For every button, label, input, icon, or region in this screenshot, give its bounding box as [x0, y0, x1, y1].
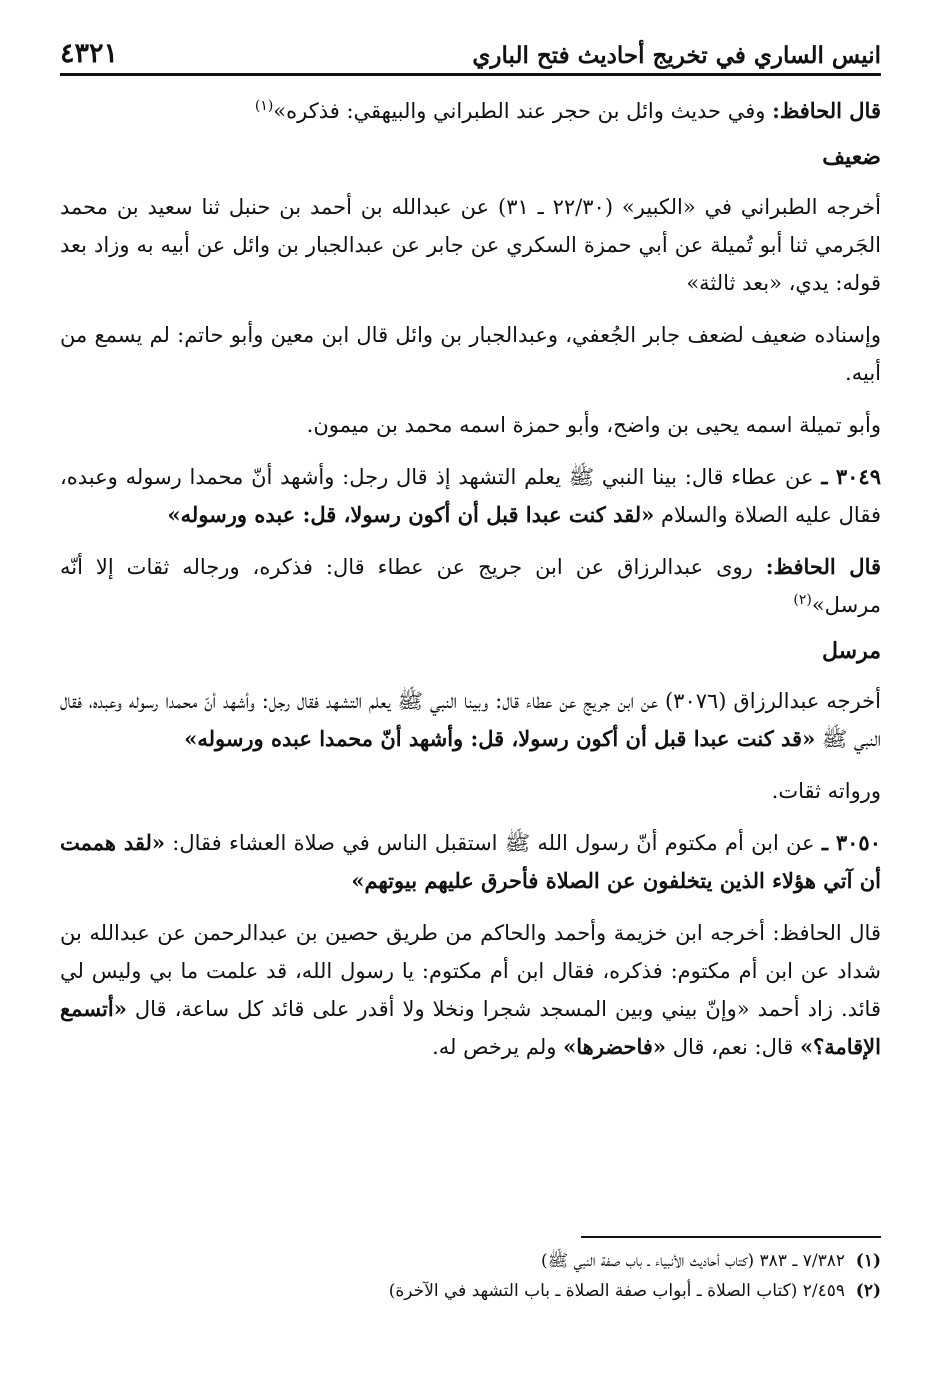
hadith-quote: «قد كنت عبدا قبل أن أكون رسولا، قل: وأشهد أنّ محمدا عبده ورسوله»	[184, 726, 816, 751]
footnote	[60, 1276, 881, 1306]
hadith-quote: «لقد هممت أن آتي هؤلاء الذين يتخلفون عن الصلاة فأحرق عليهم بيوتهم»	[60, 830, 881, 893]
footnote-text: ٢/٤٥٩ (كتاب الصلاة ـ أبواب صفة الصلاة ـ باب التشهد في الآخرة)	[388, 1281, 845, 1301]
paragraph	[60, 406, 881, 444]
footnote-text: ٧/٣٨٢ ـ ٣٨٣ (كتاب أحاديث الأنبياء ـ باب صفة النبي ﷺ)	[541, 1251, 845, 1271]
footnote	[60, 1246, 881, 1276]
paragraph-text: أخرجه الطبراني في «الكبير» (٢٢/٣٠ ـ ٣١) عن عبدالله بن أحمد بن حنبل ثنا سعيد بن محمد الجَرمي ثنا أبو تُميلة عن أبي حمزة السكري عن جابر عن عبدالجبار بن وائل عن أبيه به وزاد بعد قوله: يدي، «بعد ثالثة»	[60, 195, 881, 295]
book-page	[60, 0, 881, 1384]
paragraph-text: ورواته ثقات.	[771, 779, 881, 803]
paragraph	[60, 682, 881, 758]
speaker-label: قال الحافظ:	[772, 98, 881, 123]
paragraph-text: وفي حديث وائل بن حجر عند الطبراني والبيهقي: فذكره»	[273, 99, 773, 123]
footnote-number: (٢)	[855, 1281, 881, 1301]
paragraph	[60, 92, 881, 130]
paragraph-text: عن عطاء قال: بينا النبي ﷺ يعلم التشهد إذ قال رجل: وأشهد أنّ محمدا رسوله وعبده، فقال عليه الصلاة والسلام	[60, 465, 881, 527]
book-title: انيس الساري في تخريج أحاديث فتح الباري	[472, 42, 881, 69]
hadith-number: ٣٠٥٠ ـ	[821, 830, 881, 855]
footnotes	[60, 1236, 881, 1306]
footnote-ref: (٢)	[793, 592, 812, 608]
running-header	[60, 36, 881, 76]
hadith-number: ٣٠٤٩ ـ	[821, 464, 881, 489]
paragraph-text: قال الحافظ: أخرجه ابن خزيمة وأحمد والحاكم من طريق حصين بن عبدالرحمن عن عبدالله بن شداد عن ابن أم مكتوم: فذكره، فقال ابن أم مكتوم: يا رسول الله، قد علمت ما بي وليس لي قائد. زاد أحمد «وإنّ بيني وبين المسجد شجرا ونخلا ولا أقدر على قائد كل ساعة، قال	[60, 921, 881, 1021]
paragraph-text: روى عبدالرزاق عن ابن جريج عن عطاء قال: فذكره، ورجاله ثقات إلا أنّه مرسل»	[60, 555, 881, 617]
footnote-number: (١)	[855, 1251, 881, 1271]
footnote-ref: (١)	[254, 98, 274, 114]
speaker-label: قال الحافظ:	[765, 554, 881, 579]
hadith-entry	[60, 458, 881, 534]
hadith-quote: «لقد كنت عبدا قبل أن أكون رسولا، قل: عبده ورسوله»	[167, 502, 655, 527]
paragraph	[60, 772, 881, 810]
paragraph	[60, 548, 881, 624]
hadith-entry	[60, 824, 881, 900]
paragraph-text: قال: نعم، قال	[666, 1035, 800, 1059]
paragraph	[60, 316, 881, 392]
grading-heading: مرسل	[821, 638, 881, 664]
hadith-quote: «أتسمع الإقامة؟»	[60, 996, 881, 1059]
grading-heading: ضعيف	[822, 144, 881, 170]
hadith-quote: «فاحضرها»	[563, 1034, 667, 1059]
paragraph-text: وأبو تميلة اسمه يحيى بن واضح، وأبو حمزة اسمه محمد بن ميمون.	[306, 413, 881, 437]
footnote-divider	[581, 1236, 881, 1238]
paragraph	[60, 914, 881, 1066]
paragraph-text: أخرجه عبدالرزاق (٣٠٧٦) عن ابن جريج عن عطاء قال: وبينا النبي ﷺ يعلم التشهد فقال رجل: وأشهد أنّ محمدا رسوله وعبده، فقال النبي ﷺ	[60, 689, 881, 751]
paragraph-text: عن ابن أم مكتوم أنّ رسول الله ﷺ استقبل الناس في صلاة العشاء فقال:	[165, 831, 822, 855]
main-text	[60, 92, 881, 1080]
paragraph	[60, 188, 881, 302]
paragraph-text: وإسناده ضعيف لضعف جابر الجُعفي، وعبدالجبار بن وائل قال ابن معين وأبو حاتم: لم يسمع من أبيه.	[60, 323, 881, 385]
paragraph-text: ولم يرخص له.	[432, 1035, 564, 1059]
page-number: ٤٣٢١	[60, 38, 119, 69]
